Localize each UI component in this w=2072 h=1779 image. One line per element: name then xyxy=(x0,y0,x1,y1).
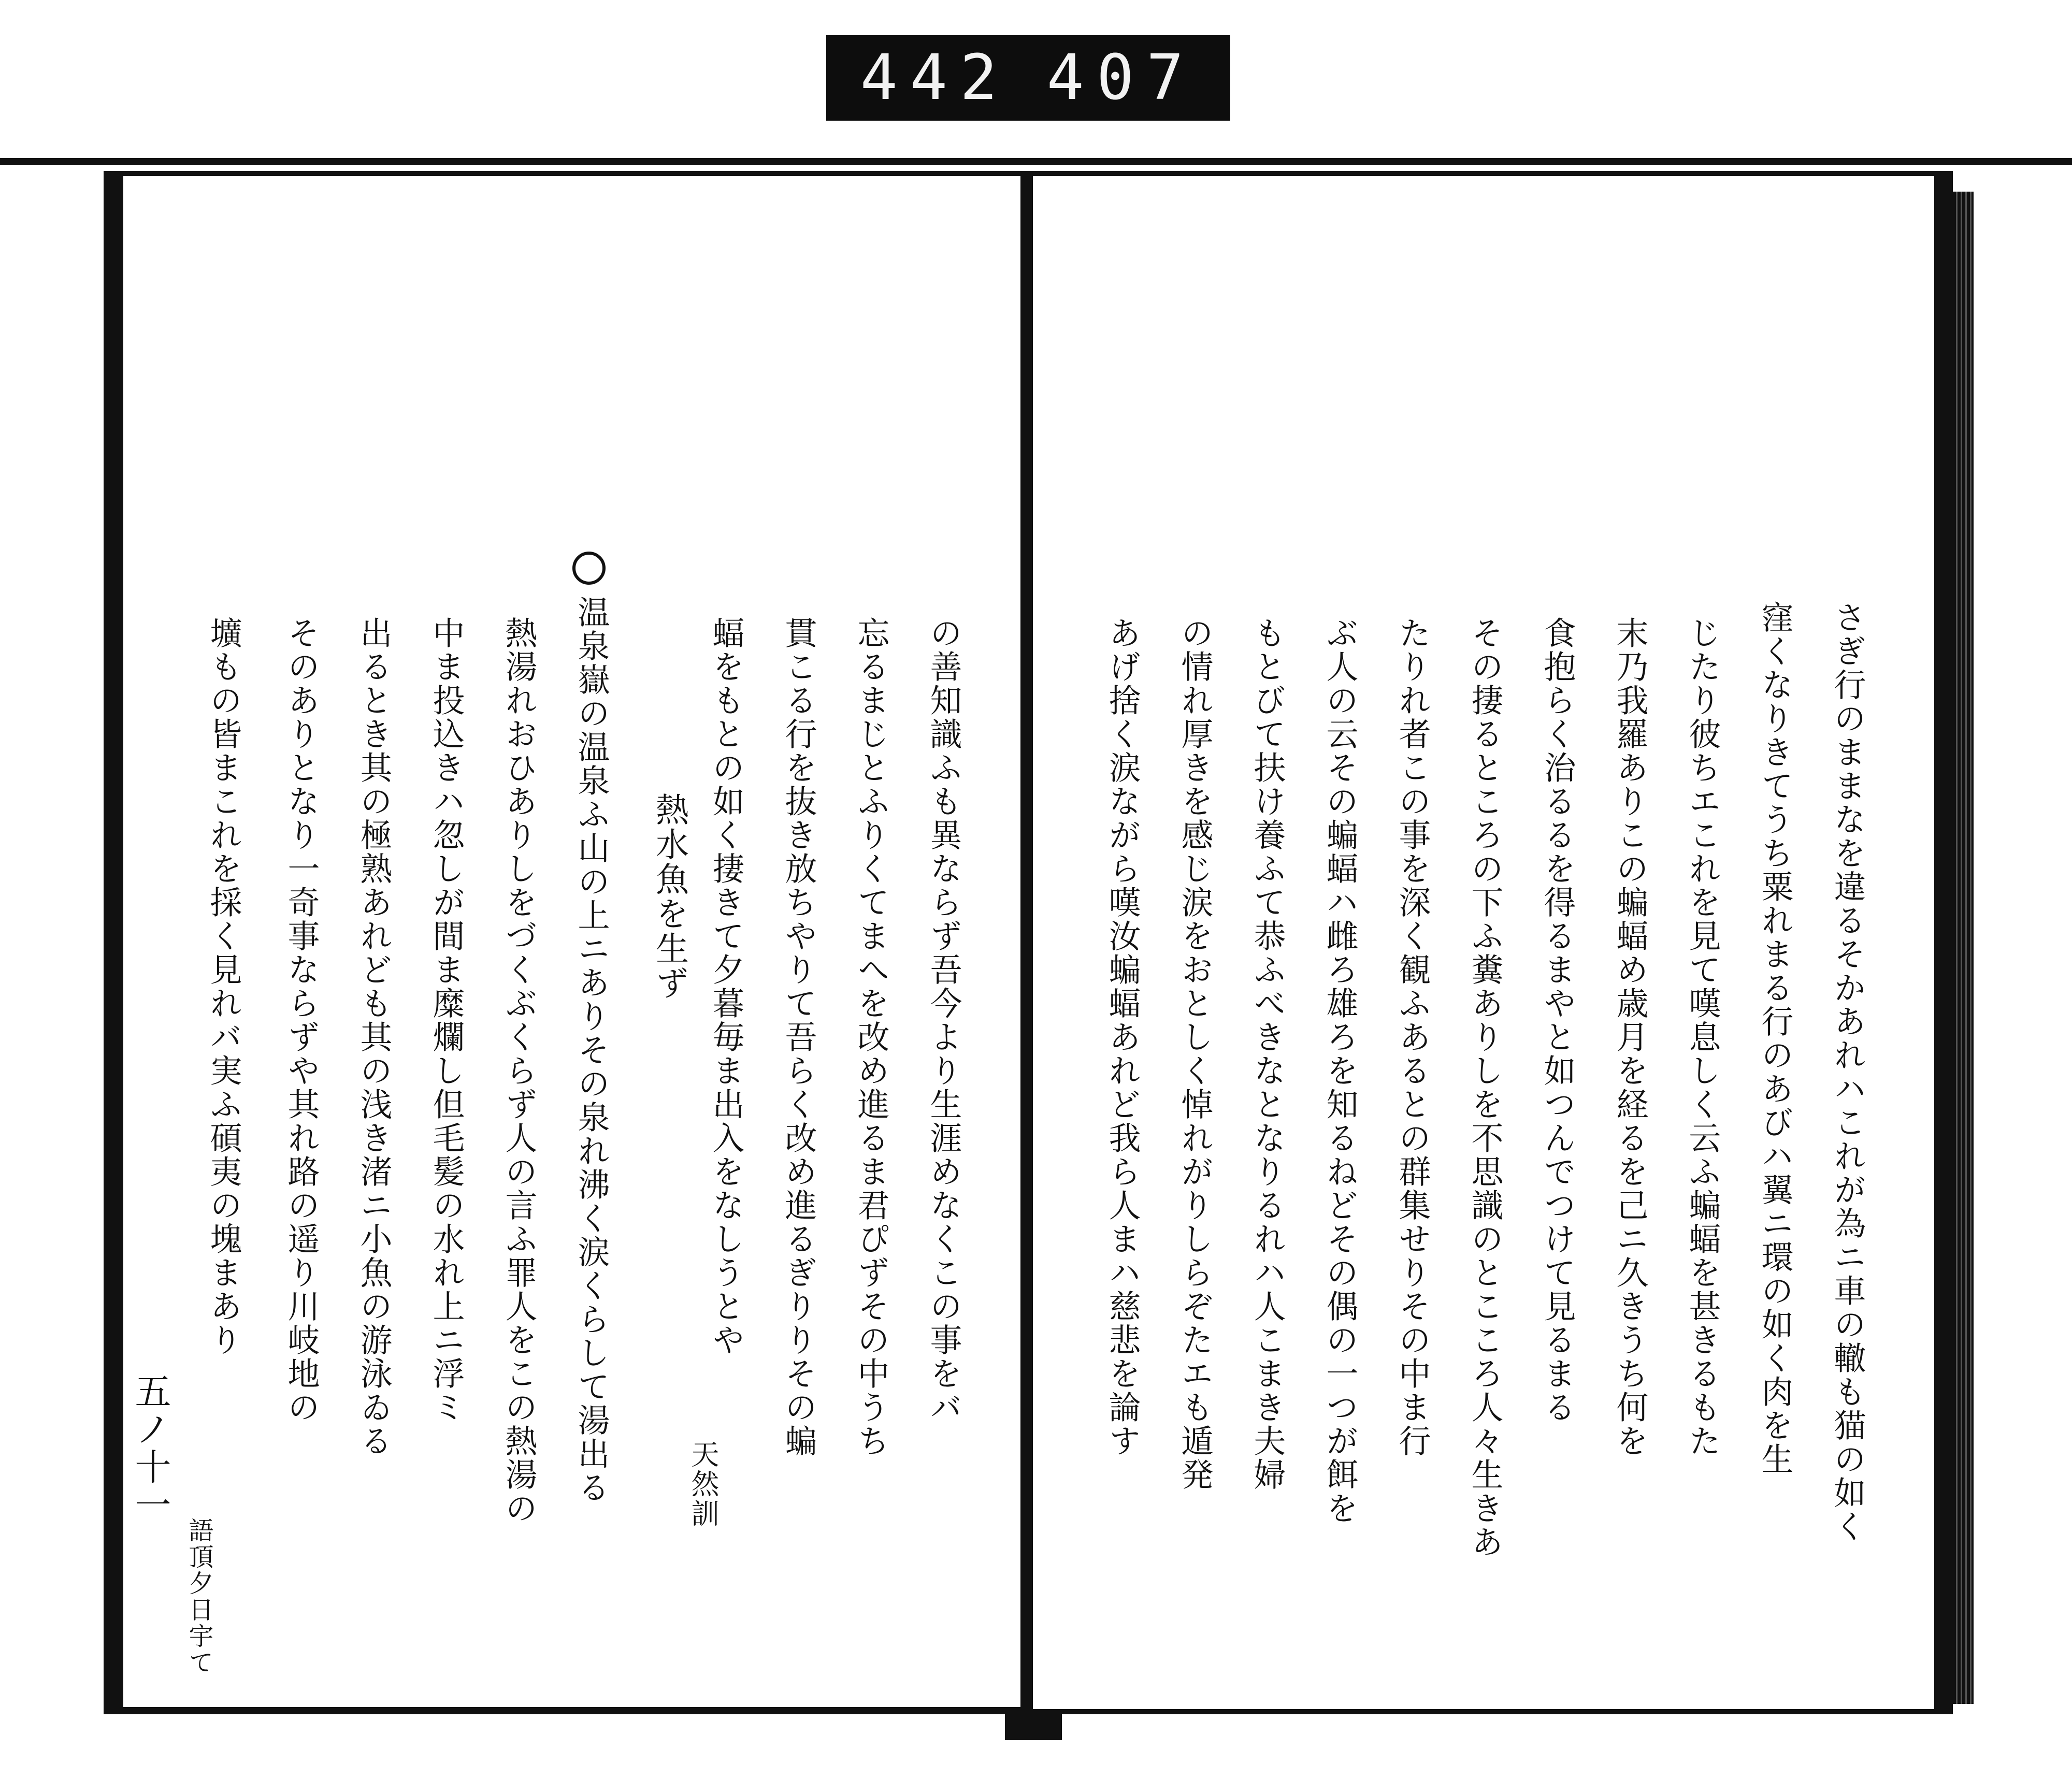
right-column-6: その捿るところの下ふ糞ありしを不思識のとこころ人々生きあ xyxy=(1466,616,1504,1559)
film-number-right: 407 xyxy=(1046,42,1197,114)
right-column-8: ぶ人の云その蝙蝠ハ雌ろ雄ろを知るねどその偶の一つが餌を xyxy=(1321,616,1359,1525)
left-column-5: 温泉嶽の温泉ふ山の上ニありその泉れ沸く涙くらして湯出る xyxy=(572,596,610,1505)
page-edge xyxy=(1953,192,1974,1704)
film-number-left: 442 xyxy=(860,42,1010,114)
right-column-11: あげ捨く涙ながら嘆汝蝙蝠あれど我ら人まハ慈悲を論す xyxy=(1103,616,1141,1458)
film-frame-label xyxy=(826,35,1230,121)
left-column-8: 出るとき其の極熟あれども其の浅き渚ニ小魚の游泳ゐる xyxy=(355,616,393,1458)
right-column-4: 末乃我羅ありこの蝙蝠め歳月を経るを己ニ久きうち何を xyxy=(1611,616,1649,1458)
section-heading: 熱水魚を生ず xyxy=(650,792,688,1001)
left-page xyxy=(104,171,1031,1714)
right-column-2: 窪くなりきてうち粟れまる行のあびハ翼ニ環の如く肉を生 xyxy=(1756,601,1794,1476)
right-column-5: 食抱らく治るるを得るまやと如つんでつけて見るまる xyxy=(1538,616,1576,1424)
left-column-2: 忘るまじとふりくてまへを改め進るま君ぴずその中うち xyxy=(852,616,890,1458)
left-column-1: の善知識ふも異ならず吾今より生涯めなくこの事をバ xyxy=(925,616,962,1424)
left-column-3: 貫こる行を抜き放ちやりて吾らく改め進るぎりりその蝙 xyxy=(780,616,817,1458)
right-column-10: の情れ厚きを感じ涙をおとしく悼れがりしらぞたエも遁発 xyxy=(1176,616,1214,1492)
open-book xyxy=(104,171,1974,1740)
section-circle-mark xyxy=(572,552,606,585)
page-number: 五ノ十一 xyxy=(129,1372,171,1524)
spine-tab xyxy=(1005,1714,1062,1740)
right-column-3: じたり彼ちエこれを見て嘆息しく云ふ蝙蝠を甚きるもた xyxy=(1684,616,1721,1458)
book-spine xyxy=(1020,171,1033,1725)
right-column-9: もとびて扶け養ふて恭ふべきなとなりるれハ人こまき夫婦 xyxy=(1248,616,1286,1492)
right-column-7: たりれ者この事を深く観ふあるとの群集せりその中ま行 xyxy=(1393,616,1431,1458)
attribution: 天然訓 xyxy=(687,1440,720,1528)
top-rule xyxy=(0,158,2072,165)
left-column-4: 蝠をもとの如く捿きて夕暮毎ま出入をなしうとや xyxy=(707,616,745,1357)
left-column-9: そのありとなり一奇事ならずや其れ路の遥り川岐地の xyxy=(282,616,320,1424)
left-column-7: 中ま投込きハ忽しが間ま糜爛し但毛髪の水れ上ニ浮ミ xyxy=(427,616,465,1424)
left-column-10: 壙もの皆まこれを採く見れバ実ふ碩夷の塊まあり xyxy=(205,616,242,1357)
marginal-note: 語頂夕日宇て xyxy=(184,1517,213,1676)
left-column-6: 熱湯れおひありしをづくぶくらず人の言ふ罪人をこの熱湯の xyxy=(500,616,538,1525)
right-column-1: さぎ行のままなを違るそかあれハこれが為ニ車の轍も猫の如く xyxy=(1829,601,1866,1543)
